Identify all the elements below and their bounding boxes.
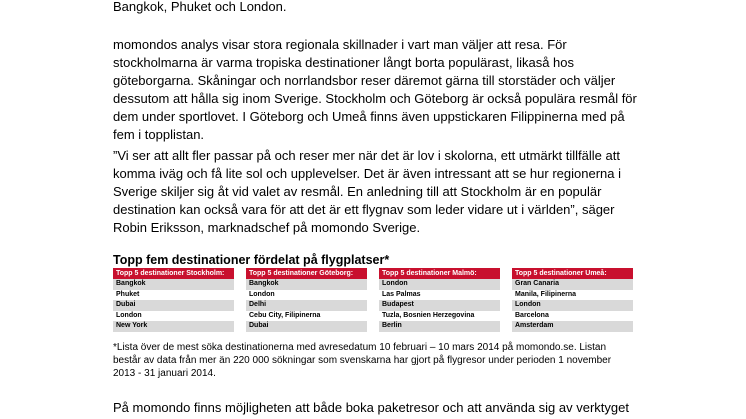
table-row: London — [379, 279, 500, 290]
table-row: Dubai — [113, 300, 234, 311]
table-row: Budapest — [379, 300, 500, 311]
table-header: Topp 5 destinationer Göteborg: — [246, 268, 367, 279]
table-row: Barcelona — [512, 311, 633, 322]
table-row: Amsterdam — [512, 321, 633, 332]
table-row: Dubai — [246, 321, 367, 332]
table-header: Topp 5 destinationer Malmö: — [379, 268, 500, 279]
footnote: *Lista över de mest söka destinationerna med avresedatum 10 februari – 10 mars 2014 på momondo.se. Listan består av data från mer än 220 000 sökningar som svenskarna har gjort på flygresor under perioden 1 november 2013 - 31 januari 2014. — [113, 342, 612, 379]
destination-tables — [113, 268, 635, 338]
table-row: Bangkok — [113, 279, 234, 290]
table-row: Gran Canaria — [512, 279, 633, 290]
paragraph-regional-analysis: momondos analys visar stora regionala skillnader i vart man väljer att resa. För stockholmarna är varma tropiska destinationer långt borta populärast, likaså hos göteborgarna. Skåningar och norrlandsbor reser däremot gärna till storstäder och väljer dessutom att hålla sig inom Sverige. Stockholm och Göteborg är också populära resmål för dem under sportlovet. I Göteborg och Umeå finns även uppstickaren Filippinerna med på fem i topplistan. — [113, 37, 637, 142]
paragraph-intro-end: Bangkok, Phuket och London. — [113, 0, 287, 14]
table-row: London — [113, 311, 234, 322]
table-goteborg — [246, 268, 367, 332]
table-heading: Topp fem destinationer fördelat på flygplatser* — [113, 253, 390, 267]
table-row: Las Palmas — [379, 290, 500, 301]
paragraph-quote: ”Vi ser att allt fler passar på och reser mer när det är lov i skolorna, ett utmärkt tillfälle att komma iväg och få lite sol och upplevelser. Det är även intressant att se hur regionerna i Sverige skiljer sig åt vid valet av resmål. En anledning till att Stockholm är en populär destination kan också vara för att det är ett flygnav som leder vidare ut i världen”, säger Robin Eriksson, marknadschef på momondo Sverige. — [113, 148, 621, 235]
table-header: Topp 5 destinationer Stockholm: — [113, 268, 234, 279]
table-row: Berlin — [379, 321, 500, 332]
table-row: London — [512, 300, 633, 311]
table-row: Manila, Filipinerna — [512, 290, 633, 301]
table-row: Cebu City, Filipinerna — [246, 311, 367, 322]
table-row: New York — [113, 321, 234, 332]
table-malmo — [379, 268, 500, 332]
table-row: Delhi — [246, 300, 367, 311]
table-umea — [512, 268, 633, 332]
table-row: London — [246, 290, 367, 301]
table-row: Tuzla, Bosnien Herzegovina — [379, 311, 500, 322]
table-row: Phuket — [113, 290, 234, 301]
table-row: Bangkok — [246, 279, 367, 290]
table-stockholm — [113, 268, 234, 332]
table-header: Topp 5 destinationer Umeå: — [512, 268, 633, 279]
paragraph-booking: På momondo finns möjligheten att både boka paketresor och att använda sig av verktyget — [113, 400, 629, 415]
